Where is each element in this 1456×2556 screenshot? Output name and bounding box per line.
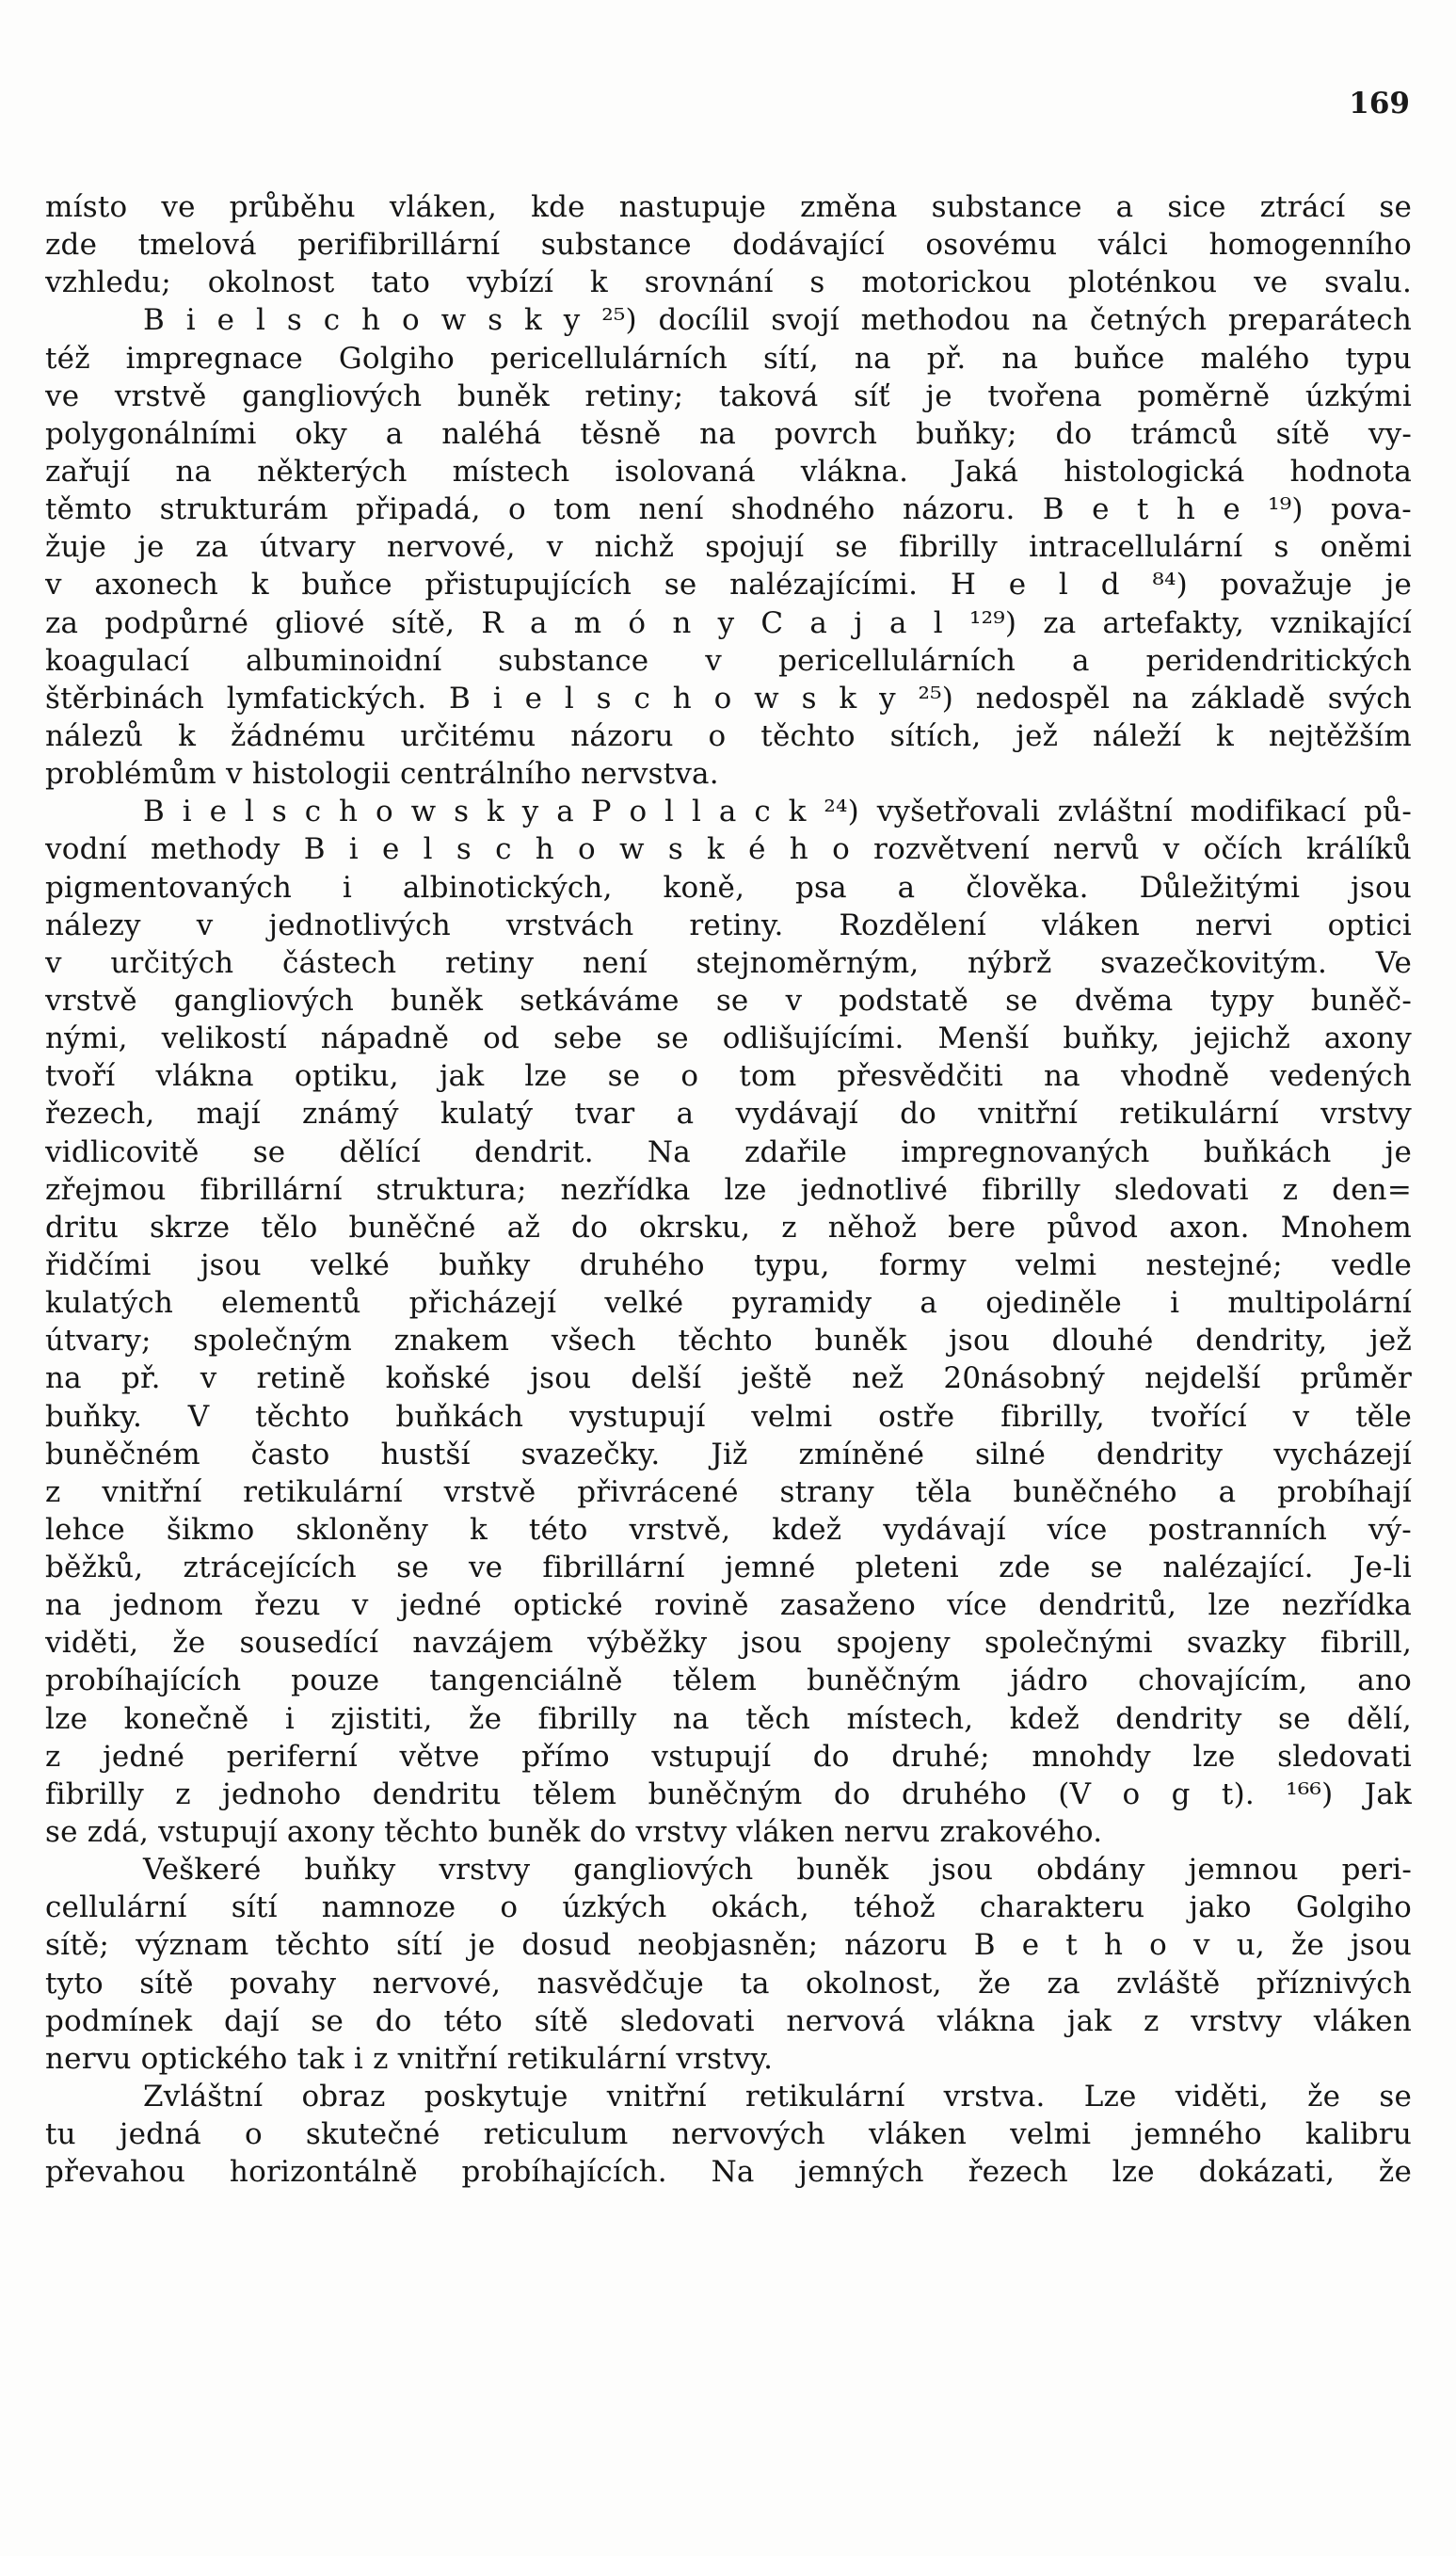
text-line: za podpůrné gliové sítě, R a m ó n y C a j a l ¹²⁹) za artefakty, vznikající: [45, 605, 1412, 640]
text-line: fibrilly z jednoho dendritu tělem buněčným do druhého (V o g t). ¹⁶⁶) Jak: [45, 1776, 1412, 1811]
text-line: vzhledu; okolnost tato vybízí k srovnání s motorickou ploténkou ve svalu.: [45, 265, 1412, 300]
text-line: viděti, že sousedící navzájem výběžky jsou spojeny společnými svazky fibrill,: [45, 1626, 1412, 1661]
text-line: útvary; společným znakem všech těchto buněk jsou dlouhé dendrity, jež: [45, 1324, 1412, 1358]
text-line: běžků, ztrácejících se ve fibrillární jemné pleteni zde se nalézající. Je-li: [45, 1551, 1412, 1585]
text-line: dritu skrze tělo buněčné až do okrsku, z něhož bere původ axon. Mnohem: [45, 1210, 1412, 1245]
text-line: zřejmou fibrillární struktura; nezřídka lze jednotlivé fibrilly sledovati z den=: [45, 1172, 1412, 1207]
text-line: též impregnace Golgiho pericellulárních sítí, na př. na buňce malého typu: [45, 341, 1412, 376]
text-line: štěrbinách lymfatických. B i e l s c h o w s k y ²⁵) nedospěl na základě svých: [45, 681, 1412, 715]
text-line: Veškeré buňky vrstvy gangliových buněk jsou obdány jemnou peri-: [143, 1853, 1412, 1888]
text-line: žuje je za útvary nervové, v nichž spojují se fibrilly intracellulární s oněmi: [45, 530, 1412, 565]
text-line: B i e l s c h o w s k y a P o l l a c k ²⁴) vyšetřovali zvláštní modifikací pů-: [143, 795, 1412, 829]
text-line: nálezů k žádnému určitému názoru o těchto sítích, jež náleží k nejtěžším: [45, 718, 1412, 753]
text-line: tu jedná o skutečné reticulum nervových vláken velmi jemného kalibru: [45, 2117, 1412, 2152]
text-line: lze konečně i zjistiti, že fibrilly na těch místech, kdež dendrity se dělí,: [45, 1701, 1412, 1736]
text-line: tyto sítě povahy nervové, nasvědčuje ta okolnost, že za zvláště příznivých: [45, 1966, 1412, 2001]
text-line: probíhajících pouze tangenciálně tělem buněčným jádro chovajícím, ano: [45, 1664, 1412, 1698]
text-line: nálezy v jednotlivých vrstvách retiny. Rozdělení vláken nervi optici: [45, 908, 1412, 942]
text-line: tvoří vlákna optiku, jak lze se o tom přesvědčiti na vhodně vedených: [45, 1059, 1412, 1094]
text-line: lehce šikmo skloněny k této vrstvě, kdež vydávají více postranních vý-: [45, 1512, 1412, 1547]
text-line: pigmentovaných i albinotických, koně, psa a člověka. Důležitými jsou: [45, 870, 1412, 905]
text-line: cellulární sítí namnoze o úzkých okách, téhož charakteru jako Golgiho: [45, 1890, 1412, 1925]
text-line: na jednom řezu v jedné optické rovině zasaženo více dendritů, lze nezřídka: [45, 1588, 1412, 1623]
text-line: řezech, mají známý kulatý tvar a vydávají do vnitřní retikulární vrstvy: [45, 1097, 1412, 1132]
text-line: na př. v retině koňské jsou delší ještě než 20násobný nejdelší průměr: [45, 1361, 1412, 1396]
text-line: problémům v histologii centrálního nervstva.: [45, 757, 719, 792]
text-line: Zvláštní obraz poskytuje vnitřní retikulární vrstva. Lze viděti, že se: [143, 2080, 1412, 2114]
text-line: ve vrstvě gangliových buněk retiny; taková síť je tvořena poměrně úzkými: [45, 378, 1412, 413]
text-line: buňky. V těchto buňkách vystupují velmi ostře fibrilly, tvořící v těle: [45, 1399, 1412, 1434]
text-line: nými, velikostí nápadně od sebe se odlišujícími. Menší buňky, jejichž axony: [45, 1021, 1412, 1056]
text-line: řidčími jsou velké buňky druhého typu, formy velmi nestejné; vedle: [45, 1247, 1412, 1282]
text-line: koagulací albuminoidní substance v pericellulárních a peridendritických: [45, 643, 1412, 678]
text-line: sítě; význam těchto sítí je dosud neobjasněn; názoru B e t h o v u, že jsou: [45, 1928, 1412, 1963]
text-line: nervu optického tak i z vnitřní retikulární vrstvy.: [45, 2041, 774, 2076]
text-line: kulatých elementů přicházejí velké pyramidy a ojediněle i multipolární: [45, 1286, 1412, 1321]
text-line: z jedné periferní větve přímo vstupují do druhé; mnohdy lze sledovati: [45, 1739, 1412, 1774]
text-line: převahou horizontálně probíhajících. Na jemných řezech lze dokázati, že: [45, 2155, 1412, 2190]
text-line: v axonech k buňce přistupujících se nalézajícími. H e l d ⁸⁴) považuje je: [45, 568, 1412, 603]
text-line: těmto strukturám připadá, o tom není shodného názoru. B e t h e ¹⁹) pova-: [45, 492, 1412, 527]
body-text: [45, 188, 1412, 2191]
text-line: místo ve průběhu vláken, kde nastupuje změna substance a sice ztrácí se: [45, 190, 1412, 224]
page-number: 169: [1349, 87, 1410, 121]
text-line: buněčném často hustší svazečky. Již zmíněné silné dendrity vycházejí: [45, 1437, 1412, 1471]
text-line: v určitých částech retiny není stejnoměrným, nýbrž svazečkovitým. Ve: [45, 945, 1412, 980]
text-line: podmínek dají se do této sítě sledovati nervová vlákna jak z vrstvy vláken: [45, 2003, 1412, 2038]
text-line: se zdá, vstupují axony těchto buněk do vrstvy vláken nervu zrakového.: [45, 1815, 1103, 1850]
text-line: zařují na některých místech isolovaná vlákna. Jaká histologická hodnota: [45, 454, 1412, 489]
text-line: vidlicovitě se dělící dendrit. Na zdařile impregnovaných buňkách je: [45, 1134, 1412, 1169]
text-line: B i e l s c h o w s k y ²⁵) docílil svojí methodou na četných preparátech: [143, 303, 1412, 338]
text-line: z vnitřní retikulární vrstvě přivrácené strany těla buněčného a probíhají: [45, 1474, 1412, 1509]
text-line: vrstvě gangliových buněk setkáváme se v podstatě se dvěma typy buněč-: [45, 983, 1412, 1018]
text-line: zde tmelová perifibrillární substance dodávající osovému válci homogenního: [45, 228, 1412, 263]
text-line: polygonálními oky a naléhá těsně na povrch buňky; do trámců sítě vy-: [45, 416, 1412, 451]
text-line: vodní methody B i e l s c h o w s k é h o rozvětvení nervů v očích králíků: [45, 832, 1412, 867]
